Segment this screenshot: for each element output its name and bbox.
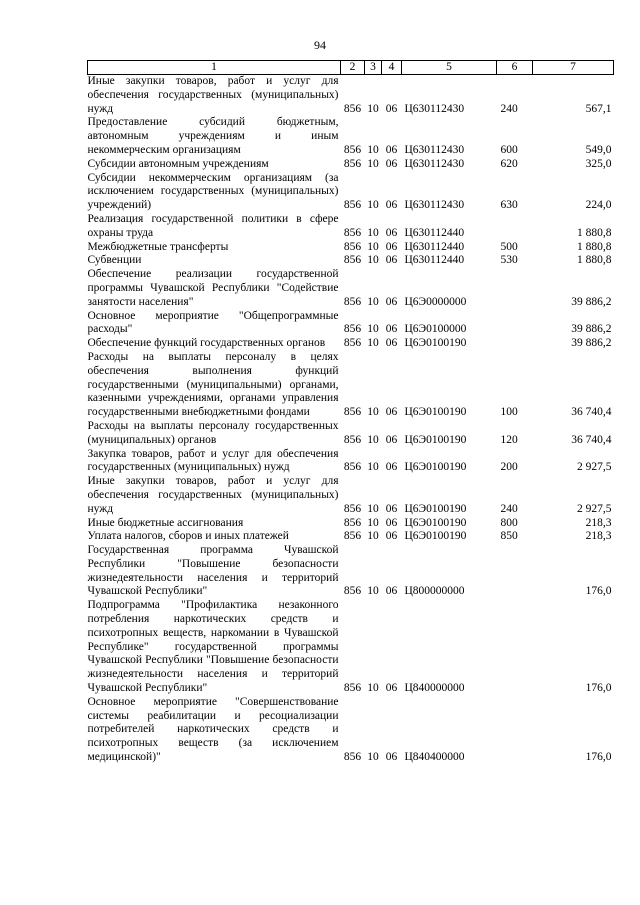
- table-row: [88, 75, 614, 117]
- row-amount: 218,3: [585, 530, 612, 543]
- row-ministry-code: 856: [343, 585, 362, 598]
- row-amount: 1 880,8: [577, 254, 612, 267]
- row-target-code: Ц6Э0100190: [404, 461, 467, 474]
- row-name: Уплата налогов, сборов и иных платежей: [87, 530, 289, 543]
- row-expense-group: 120: [500, 433, 518, 446]
- table-header-row: [88, 61, 614, 75]
- row-name: Подпрограмма "Профилактика незаконного потребления наркотических средств и психотропных веществ, наркомании в Чувашской Республике" государственной программы Чувашской Республики "Повышение безопасности жизнедеятельности населения и территорий Чувашской Республики": [87, 599, 339, 695]
- row-section-code: 10: [367, 102, 379, 115]
- row-target-code: Ц630112430: [404, 102, 465, 115]
- row-ministry-code: 856: [343, 502, 362, 515]
- row-name: Субсидии некоммерческим организациям (за исключением государственных (муниципальных) учреждений): [87, 171, 339, 212]
- row-target-code: Ц6Э0000000: [404, 295, 467, 308]
- row-target-code: Ц6Э0100000: [404, 323, 467, 336]
- header-col-7: 7: [533, 61, 614, 75]
- row-target-code: Ц6Э0100190: [404, 337, 467, 350]
- row-target-code: Ц840400000: [404, 751, 465, 764]
- table-row: [88, 116, 614, 157]
- table-row: [88, 448, 614, 476]
- row-subsection-code: 06: [385, 461, 398, 474]
- row-section-code: 10: [367, 585, 379, 598]
- row-name: Субвенции: [87, 254, 142, 267]
- row-ministry-code: 856: [343, 199, 362, 212]
- row-section-code: 10: [367, 295, 379, 308]
- row-amount: 176,0: [585, 682, 612, 695]
- row-name: Реализация государственной политики в сфере охраны труда: [87, 212, 339, 239]
- row-ministry-code: 856: [343, 337, 362, 350]
- row-expense-group: [497, 599, 533, 696]
- row-ministry-code: 856: [343, 226, 362, 239]
- row-amount: 549,0: [585, 143, 612, 156]
- page-number: 94: [314, 38, 326, 52]
- row-ministry-code: 856: [343, 240, 362, 253]
- row-subsection-code: 06: [385, 682, 398, 695]
- row-name: Основное мероприятие "Совершенствование системы реабилитации и ресоциализации потребителей наркотических средств и психотропных веществ (за исключением медицинской)": [87, 695, 339, 764]
- row-name: Субсидии автономным учреждениям: [87, 157, 269, 170]
- row-amount: 2 927,5: [577, 461, 612, 474]
- row-subsection-code: 06: [385, 254, 398, 267]
- row-subsection-code: 06: [385, 530, 398, 543]
- row-subsection-code: 06: [385, 433, 398, 446]
- row-section-code: 10: [367, 502, 379, 515]
- row-target-code: Ц800000000: [404, 585, 465, 598]
- row-expense-group: 240: [500, 502, 518, 515]
- row-amount: 39 886,2: [571, 323, 612, 336]
- row-section-code: 10: [367, 530, 379, 543]
- row-ministry-code: 856: [343, 751, 362, 764]
- row-ministry-code: 856: [343, 406, 362, 419]
- row-amount: 325,0: [585, 157, 612, 170]
- row-amount: 39 886,2: [571, 337, 612, 350]
- row-expense-group: [497, 310, 533, 338]
- row-expense-group: 500: [500, 240, 518, 253]
- table-row: [88, 351, 614, 420]
- row-expense-group: [497, 696, 533, 765]
- row-target-code: Ц6Э0100190: [404, 433, 467, 446]
- row-amount: 176,0: [585, 585, 612, 598]
- row-expense-group: 630: [500, 199, 518, 212]
- row-target-code: Ц630112440: [404, 254, 465, 267]
- row-name: Иные закупки товаров, работ и услуг для обеспечения государственных (муниципальных) нужд: [87, 75, 339, 115]
- row-target-code: Ц630112430: [404, 199, 465, 212]
- table-row: [88, 544, 614, 599]
- row-target-code: Ц630112430: [404, 157, 465, 170]
- row-subsection-code: 06: [385, 102, 398, 115]
- row-expense-group: [497, 213, 533, 241]
- row-section-code: 10: [367, 406, 379, 419]
- table-row: [88, 530, 614, 544]
- row-section-code: 10: [367, 143, 379, 156]
- row-section-code: 10: [367, 433, 379, 446]
- row-subsection-code: 06: [385, 199, 398, 212]
- row-expense-group: 800: [500, 516, 518, 529]
- row-name: Государственная программа Чувашской Республики "Повышение безопасности жизнедеятельности населения и территорий Чувашской Республики": [87, 544, 339, 598]
- row-amount: 36 740,4: [571, 433, 612, 446]
- header-col-2: 2: [341, 61, 365, 75]
- row-expense-group: 600: [500, 143, 518, 156]
- row-amount: 1 880,8: [577, 226, 612, 239]
- table-row: [88, 310, 614, 338]
- row-name: Закупка товаров, работ и услуг для обеспечения государственных (муниципальных) нужд: [87, 447, 339, 474]
- table-row: [88, 158, 614, 172]
- budget-table: [87, 60, 614, 765]
- row-ministry-code: 856: [343, 530, 362, 543]
- row-name: Иные закупки товаров, работ и услуг для обеспечения государственных (муниципальных) нужд: [87, 475, 339, 515]
- row-ministry-code: 856: [343, 254, 362, 267]
- table-row: [88, 241, 614, 255]
- row-name: Предоставление субсидий бюджетным, автономным учреждениям и иным некоммерческим организациям: [87, 116, 339, 156]
- row-section-code: 10: [367, 682, 379, 695]
- table-row: [88, 696, 614, 765]
- row-target-code: Ц630112440: [404, 240, 465, 253]
- row-ministry-code: 856: [343, 516, 362, 529]
- table-row: [88, 420, 614, 448]
- row-subsection-code: 06: [385, 337, 398, 350]
- row-name: Обеспечение реализации государственной программы Чувашской Республики "Содействие занятости населения": [87, 268, 339, 308]
- row-subsection-code: 06: [385, 143, 398, 156]
- row-amount: 39 886,2: [571, 295, 612, 308]
- row-amount: 176,0: [585, 751, 612, 764]
- row-expense-group: [497, 337, 533, 351]
- row-target-code: Ц630112430: [404, 143, 465, 156]
- table-row: [88, 213, 614, 241]
- row-subsection-code: 06: [385, 516, 398, 529]
- row-amount: 218,3: [585, 516, 612, 529]
- row-subsection-code: 06: [385, 295, 398, 308]
- row-section-code: 10: [367, 751, 379, 764]
- row-subsection-code: 06: [385, 502, 398, 515]
- row-target-code: Ц6Э0100190: [404, 530, 467, 543]
- row-section-code: 10: [367, 157, 379, 170]
- header-col-4: 4: [382, 61, 402, 75]
- row-expense-group: 530: [500, 254, 518, 267]
- table-row: [88, 599, 614, 696]
- row-target-code: Ц6Э0100190: [404, 406, 467, 419]
- row-ministry-code: 856: [343, 157, 362, 170]
- row-section-code: 10: [367, 240, 379, 253]
- row-subsection-code: 06: [385, 240, 398, 253]
- row-amount: 36 740,4: [571, 406, 612, 419]
- row-subsection-code: 06: [385, 323, 398, 336]
- row-ministry-code: 856: [343, 323, 362, 336]
- row-name: Межбюджетные трансферты: [87, 240, 229, 253]
- row-section-code: 10: [367, 226, 379, 239]
- row-amount: 567,1: [585, 102, 612, 115]
- row-amount: 1 880,8: [577, 240, 612, 253]
- row-name: Основное мероприятие "Общепрограммные расходы": [87, 309, 339, 336]
- row-target-code: Ц6Э0100190: [404, 516, 467, 529]
- row-target-code: Ц6Э0100190: [404, 502, 467, 515]
- row-expense-group: 200: [500, 461, 518, 474]
- row-expense-group: [497, 268, 533, 309]
- row-target-code: Ц630112440: [404, 226, 465, 239]
- row-expense-group: 620: [500, 157, 518, 170]
- table-row: [88, 254, 614, 268]
- row-amount: 224,0: [585, 199, 612, 212]
- row-subsection-code: 06: [385, 585, 398, 598]
- table-row: [88, 337, 614, 351]
- row-name: Иные бюджетные ассигнования: [87, 516, 244, 529]
- table-row: [88, 268, 614, 309]
- row-section-code: 10: [367, 461, 379, 474]
- table-row: [88, 172, 614, 213]
- row-subsection-code: 06: [385, 226, 398, 239]
- header-col-6: 6: [497, 61, 533, 75]
- row-expense-group: [497, 544, 533, 599]
- row-name: Обеспечение функций государственных органов: [87, 337, 326, 350]
- header-col-1: 1: [88, 61, 341, 75]
- row-ministry-code: 856: [343, 143, 362, 156]
- row-ministry-code: 856: [343, 461, 362, 474]
- row-ministry-code: 856: [343, 102, 362, 115]
- row-section-code: 10: [367, 254, 379, 267]
- row-section-code: 10: [367, 323, 379, 336]
- row-ministry-code: 856: [343, 682, 362, 695]
- row-section-code: 10: [367, 337, 379, 350]
- header-col-3: 3: [365, 61, 382, 75]
- row-expense-group: 240: [500, 102, 518, 115]
- table-row: [88, 475, 614, 516]
- row-section-code: 10: [367, 199, 379, 212]
- row-name: Расходы на выплаты персоналу в целях обеспечения выполнения функций государственными (муниципальными) органами, казенными учреждениями, органами управления государственными внебюджетными фондами: [87, 350, 339, 419]
- row-ministry-code: 856: [343, 295, 362, 308]
- row-target-code: Ц840000000: [404, 682, 465, 695]
- row-ministry-code: 856: [343, 433, 362, 446]
- table-row: [88, 517, 614, 531]
- row-amount: 2 927,5: [577, 502, 612, 515]
- row-expense-group: 100: [500, 406, 518, 419]
- row-subsection-code: 06: [385, 751, 398, 764]
- row-subsection-code: 06: [385, 406, 398, 419]
- header-col-5: 5: [402, 61, 497, 75]
- row-subsection-code: 06: [385, 157, 398, 170]
- row-name: Расходы на выплаты персоналу государственных (муниципальных) органов: [87, 419, 339, 446]
- row-expense-group: 850: [500, 530, 518, 543]
- row-section-code: 10: [367, 516, 379, 529]
